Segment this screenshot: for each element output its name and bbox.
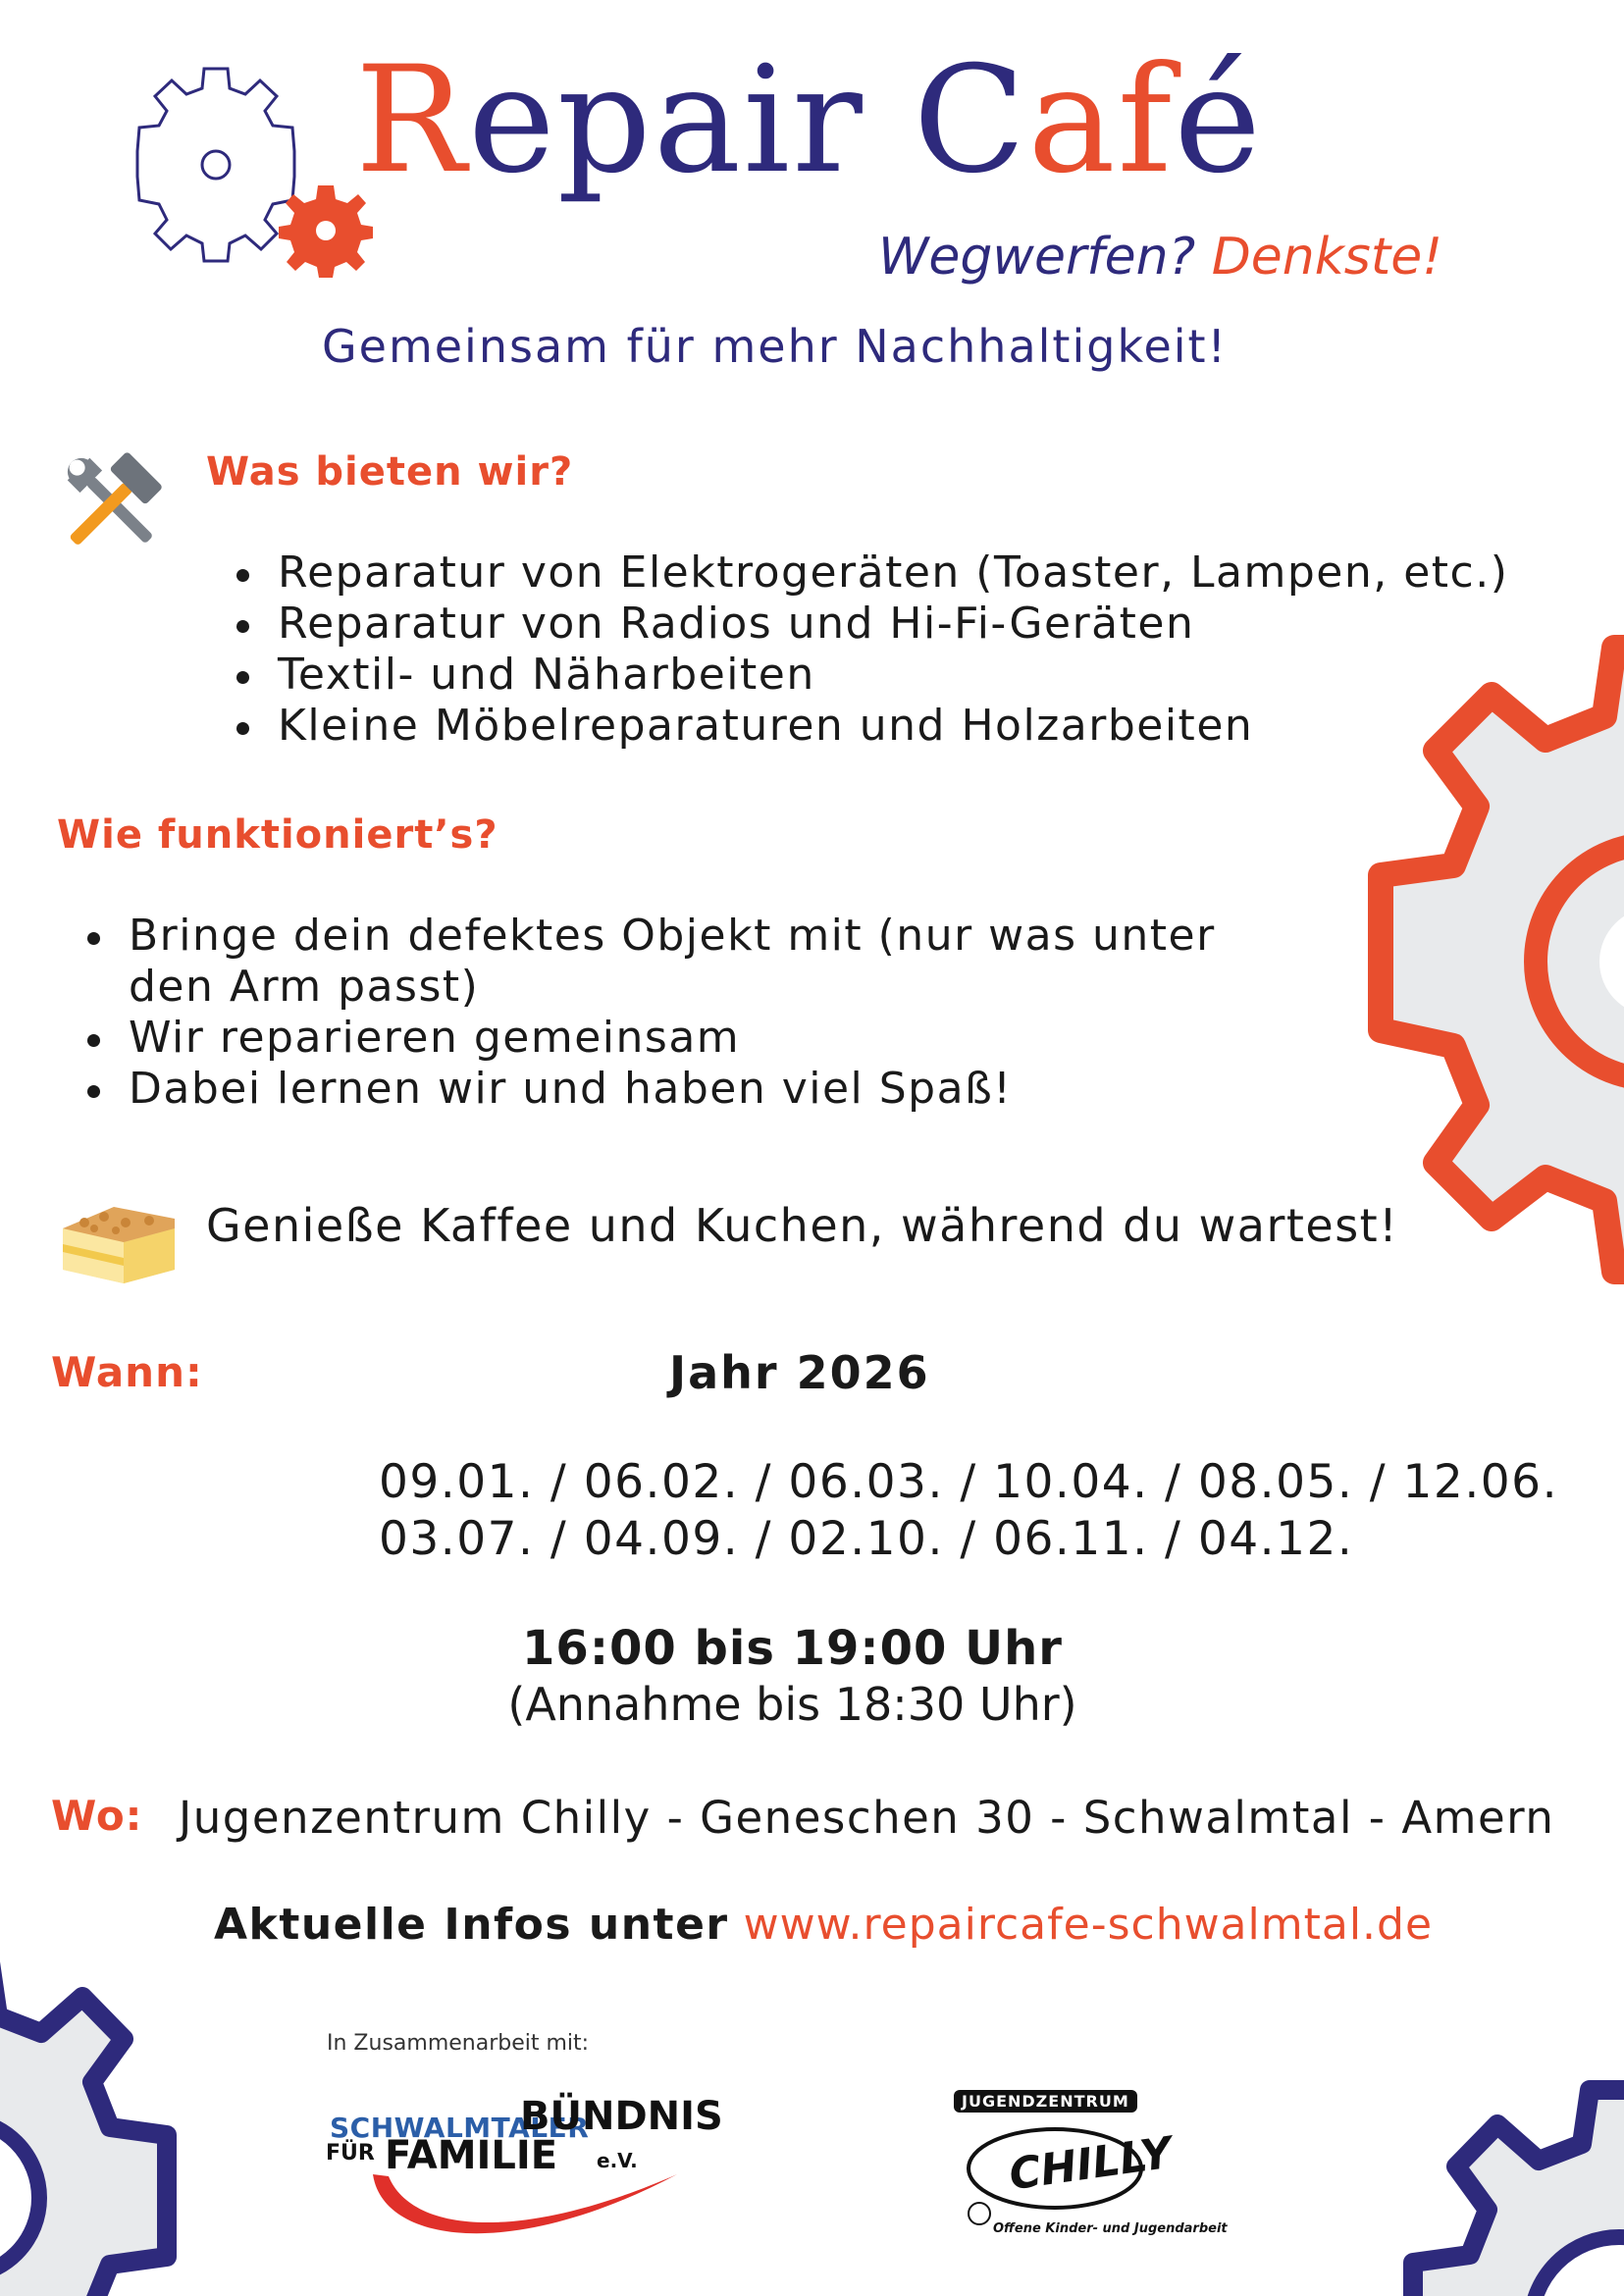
cake-text: Genieße Kaffee und Kuchen, während du wartest! [206, 1199, 1399, 1252]
offer-list [278, 548, 1508, 752]
where-text: Jugenzentrum Chilly - Geneschen 30 - Schwalmtal - Amern [179, 1792, 1555, 1844]
bfm-logo-text: BÜNDNIS [520, 2094, 723, 2139]
list-item: Textil- und Näharbeiten [278, 650, 1508, 701]
jz-logo-text: JUGENDZENTRUM [954, 2090, 1137, 2113]
time: 16:00 bis 19:00 Uhr [522, 1621, 1063, 1676]
list-item-continuation: den Arm passt) [129, 962, 480, 1012]
subtitle: Gemeinsam für mehr Nachhaltigkeit! [322, 320, 1228, 373]
bfm-logo-text: SCHWALMTALER [330, 2112, 590, 2144]
tools-icon [57, 449, 167, 555]
cake-icon [55, 1189, 183, 1287]
bfm-swoosh-icon [363, 2155, 687, 2263]
how-heading: Wie funktioniert’s? [57, 812, 498, 858]
when-label: Wann: [51, 1348, 203, 1396]
year: Jahr 2026 [669, 1346, 930, 1399]
dates-line-1: 09.01. / 06.02. / 06.03. / 10.04. / 08.05. / 12.06. [379, 1455, 1559, 1509]
bfm-logo-text: FAMILIE [385, 2133, 558, 2178]
list-item: Kleine Möbelreparaturen und Holzarbeiten [278, 701, 1508, 752]
where-label: Wo: [51, 1792, 143, 1840]
gear-bottom-left-icon [0, 1953, 196, 2296]
list-item: Dabei lernen wir und haben viel Spaß! [129, 1064, 1216, 1115]
jz-logo-text: Offene Kinder- und Jugendarbeit [993, 2221, 1228, 2236]
how-list [129, 911, 1216, 1115]
offer-heading: Was bieten wir? [206, 449, 574, 495]
gear-bottom-right-icon [1354, 2021, 1624, 2296]
infos-prefix: Aktuelle Infos unter [214, 1900, 729, 1950]
list-item: Reparatur von Radios und Hi-Fi-Geräten [278, 599, 1508, 650]
list-item: Reparatur von Elektrogeräten (Toaster, Lampen, etc.) [278, 548, 1509, 598]
jz-logo-text: CHILLY [1006, 2127, 1176, 2201]
list-item: Bringe dein defektes Objekt mit (nur was unter [129, 911, 1216, 961]
bfm-logo-text: e.V. [597, 2149, 638, 2172]
dates [379, 1454, 1558, 1568]
infos [214, 1900, 1433, 1950]
tagline: Wegwerfen? Denkste! [878, 228, 1443, 287]
bfm-logo-text: FÜR [326, 2141, 375, 2166]
logo-title: Repair Café [355, 35, 1264, 206]
time-note: (Annahme bis 18:30 Uhr) [507, 1678, 1077, 1731]
partners-intro: In Zusammenarbeit mit: [327, 2031, 590, 2056]
list-item: Wir reparieren gemeinsam [129, 1013, 1216, 1064]
dates-line-2: 03.07. / 04.09. / 02.10. / 06.11. / 04.12. [379, 1512, 1354, 1566]
infos-url-link[interactable]: www.repaircafe-schwalmtal.de [743, 1900, 1434, 1950]
